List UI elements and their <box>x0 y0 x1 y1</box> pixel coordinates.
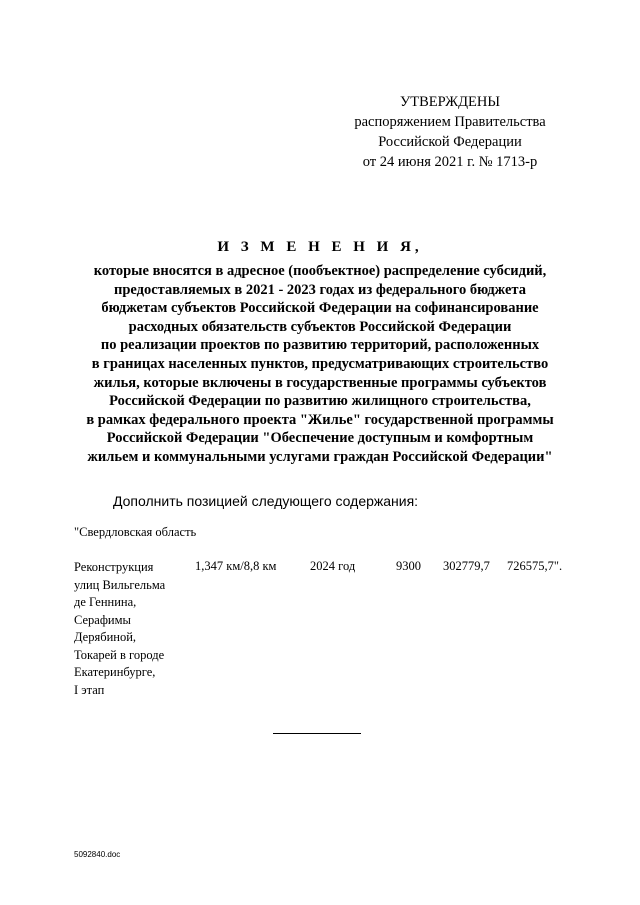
subtitle-line: жильем и коммунальными услугами граждан Российской Федерации" <box>87 448 553 465</box>
approval-block <box>330 92 570 172</box>
subtitle-line: по реализации проектов по развитию территорий, расположенных <box>100 337 540 354</box>
subtitle-line: бюджетам субъектов Российской Федерации на софинансирование <box>101 300 539 317</box>
approval-title: УТВЕРЖДЕНЫ <box>399 94 501 110</box>
number-cell: 9300 <box>396 559 421 573</box>
subtitle-line: в границах населенных пунктов, предусматривающих строительство <box>91 355 549 372</box>
object-name-line: улиц Вильгельма <box>74 577 166 592</box>
object-name-line: Токарей в городе <box>74 647 165 662</box>
subtitle-line: Российской Федерации по развитию жилищного строительства, <box>109 393 531 410</box>
object-name-line: I этап <box>74 682 105 697</box>
object-name-line: Екатеринбурге, <box>74 665 156 679</box>
subtitle-line: предоставляемых в 2021 - 2023 годах из федерального бюджета <box>114 281 526 298</box>
object-name-line: Реконструкция <box>74 560 154 574</box>
approval-line: Российской Федерации <box>378 134 522 150</box>
amount-cell: 302779,7 <box>443 559 490 573</box>
object-name-cell <box>74 559 165 699</box>
document-id: 5092840.doc <box>74 850 121 859</box>
subtitle-line: жилья, которые включены в государственные программы субъектов <box>93 374 547 391</box>
region-name: "Свердловская область <box>74 525 197 539</box>
document-subtitle <box>40 262 600 467</box>
object-name-line: Дерябиной, <box>74 630 137 644</box>
subtitle-line: которые вносятся в адресное (пообъектное) распределение субсидий, <box>93 263 547 279</box>
object-name-line: де Геннина, <box>74 595 137 609</box>
subtitle-line: в рамках федерального проекта "Жилье" государственной программы <box>86 411 554 428</box>
subtitle-line: расходных обязательств субъектов Российской Федерации <box>128 318 512 335</box>
object-name-line: Серафимы <box>74 612 131 627</box>
length-cell: 1,347 км/8,8 км <box>195 559 277 573</box>
approval-date: от 24 июня 2021 г. № 1713-р <box>362 154 538 170</box>
total-amount-cell: 726575,7". <box>507 559 563 573</box>
document-title: И З М Е Н Е Н И Я, <box>217 239 423 255</box>
divider-line <box>273 733 361 734</box>
year-cell: 2024 год <box>310 559 356 573</box>
intro-paragraph: Дополнить позицией следующего содержания: <box>113 493 419 509</box>
approval-line: распоряжением Правительства <box>354 114 546 130</box>
subtitle-line: Российской Федерации "Обеспечение доступным и комфортным <box>106 430 534 447</box>
